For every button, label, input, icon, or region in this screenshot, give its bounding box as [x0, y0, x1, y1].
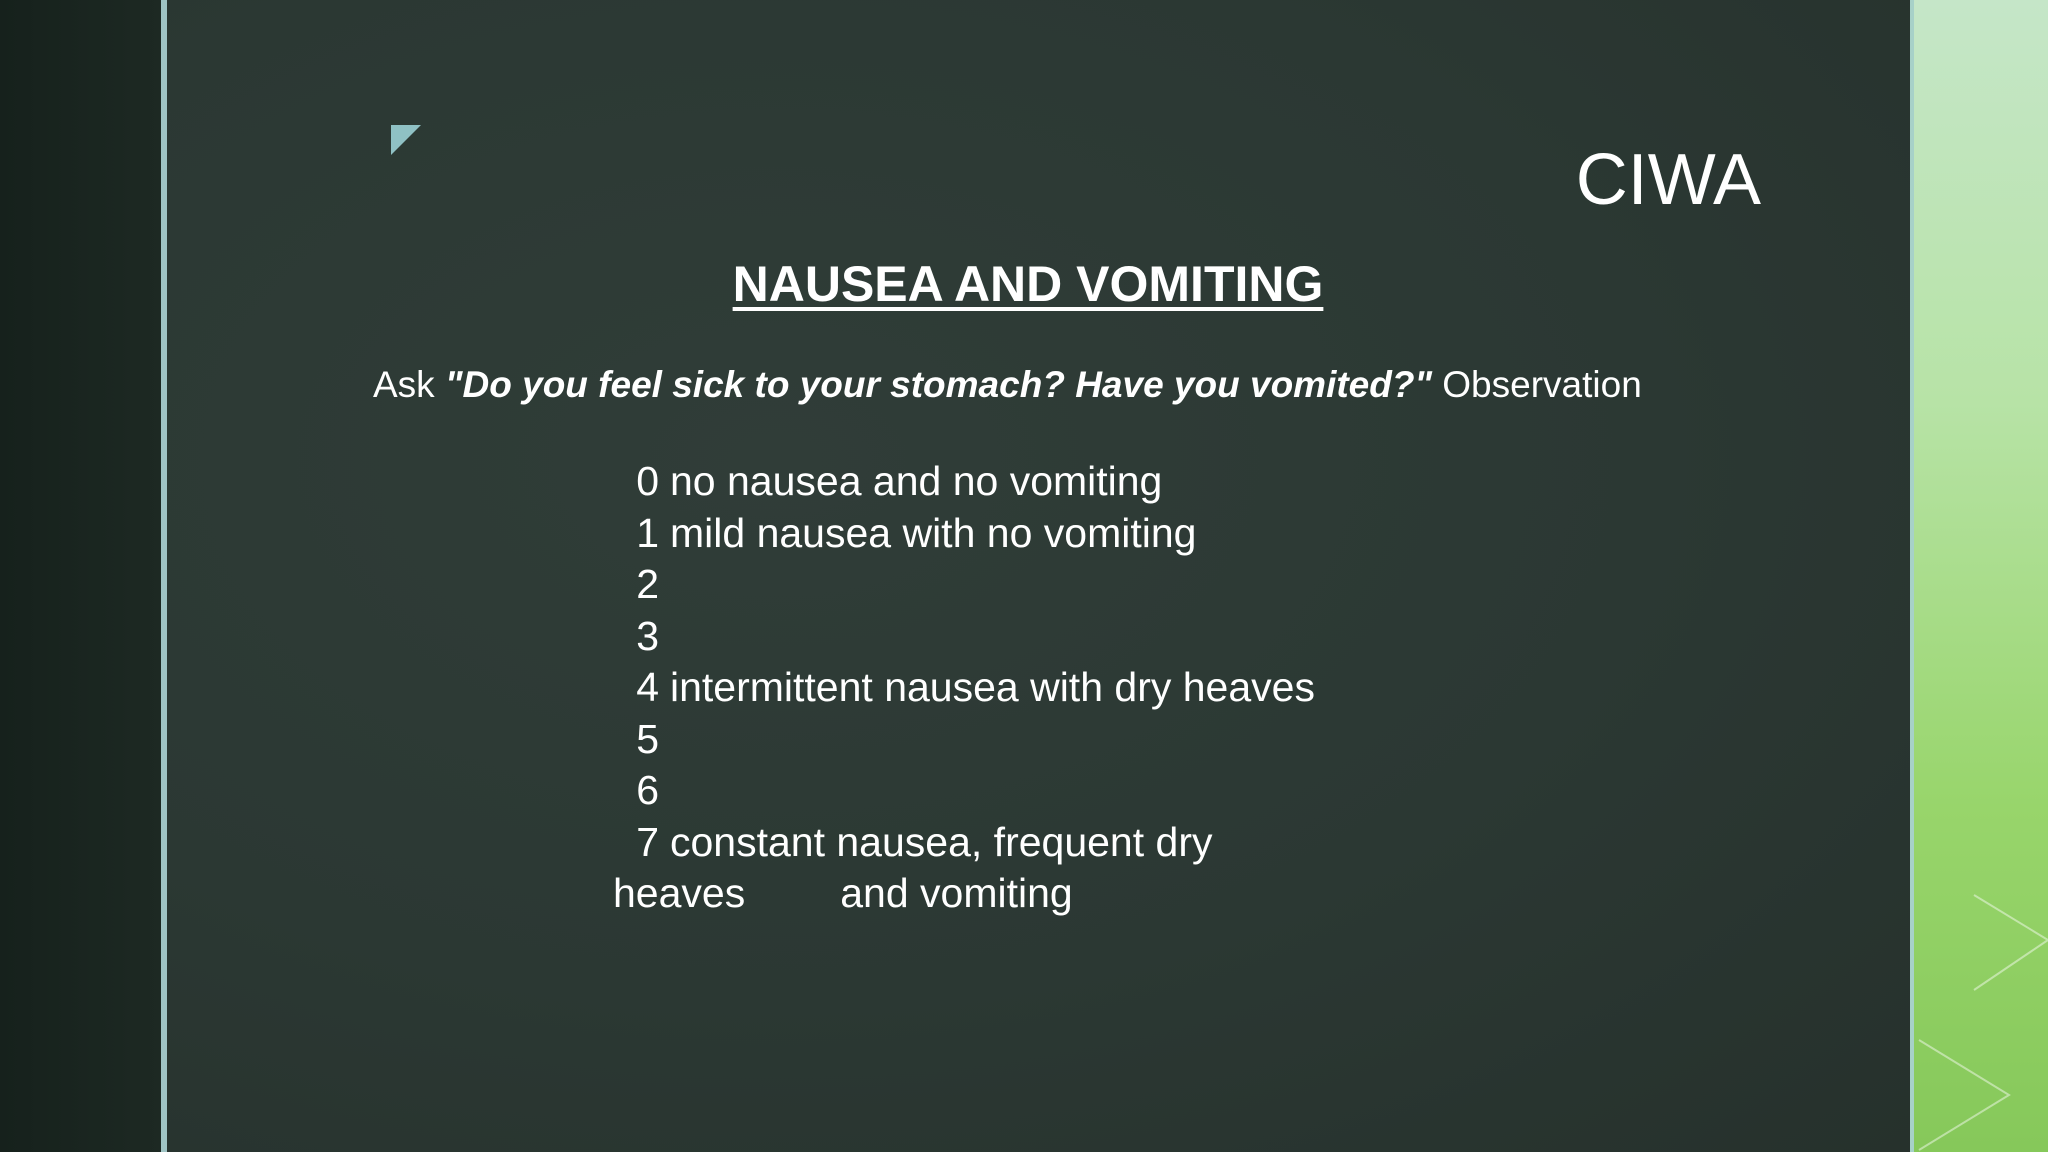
scale-description: mild nausea with no vomiting — [670, 509, 1197, 556]
scale-score: 6 — [636, 767, 659, 813]
scale-score: 3 — [636, 612, 659, 659]
scale-description: constant nausea, frequent dry — [670, 818, 1213, 865]
continuation-part2: and vomiting — [840, 870, 1073, 916]
score-scale — [613, 456, 1315, 920]
prompt-quote: "Do you feel sick to your stomach? Have you vomited?" — [444, 364, 1432, 405]
scale-description: no nausea and no vomiting — [670, 458, 1163, 504]
assessment-prompt — [373, 360, 1642, 410]
left-panel — [0, 0, 161, 1152]
scale-row — [624, 611, 1315, 663]
scale-score: 7 — [636, 818, 659, 865]
scale-score: 4 — [636, 664, 659, 710]
scale-row — [624, 765, 1315, 817]
scale-row — [624, 508, 1315, 560]
scale-row — [624, 662, 1315, 714]
triangle-corner-icon — [391, 125, 421, 155]
scale-row — [624, 714, 1315, 766]
scale-score: 0 — [636, 458, 659, 504]
continuation-part1: heaves — [613, 870, 746, 916]
scale-row — [624, 559, 1315, 611]
scale-continuation — [613, 868, 1315, 920]
scale-description: intermittent nausea with dry heaves — [670, 664, 1315, 710]
scale-score: 5 — [636, 715, 659, 762]
chevron-decor-icon — [1914, 0, 2048, 1152]
slide-title: CIWA — [1575, 140, 1761, 220]
right-decor-panel — [1914, 0, 2048, 1152]
prompt-trail: Observation — [1442, 364, 1642, 405]
scale-row — [624, 456, 1315, 508]
scale-score: 1 — [636, 509, 659, 556]
scale-score: 2 — [636, 561, 659, 607]
scale-row — [624, 817, 1315, 869]
prompt-lead: Ask — [373, 364, 435, 405]
section-heading: NAUSEA AND VOMITING — [732, 256, 1324, 312]
